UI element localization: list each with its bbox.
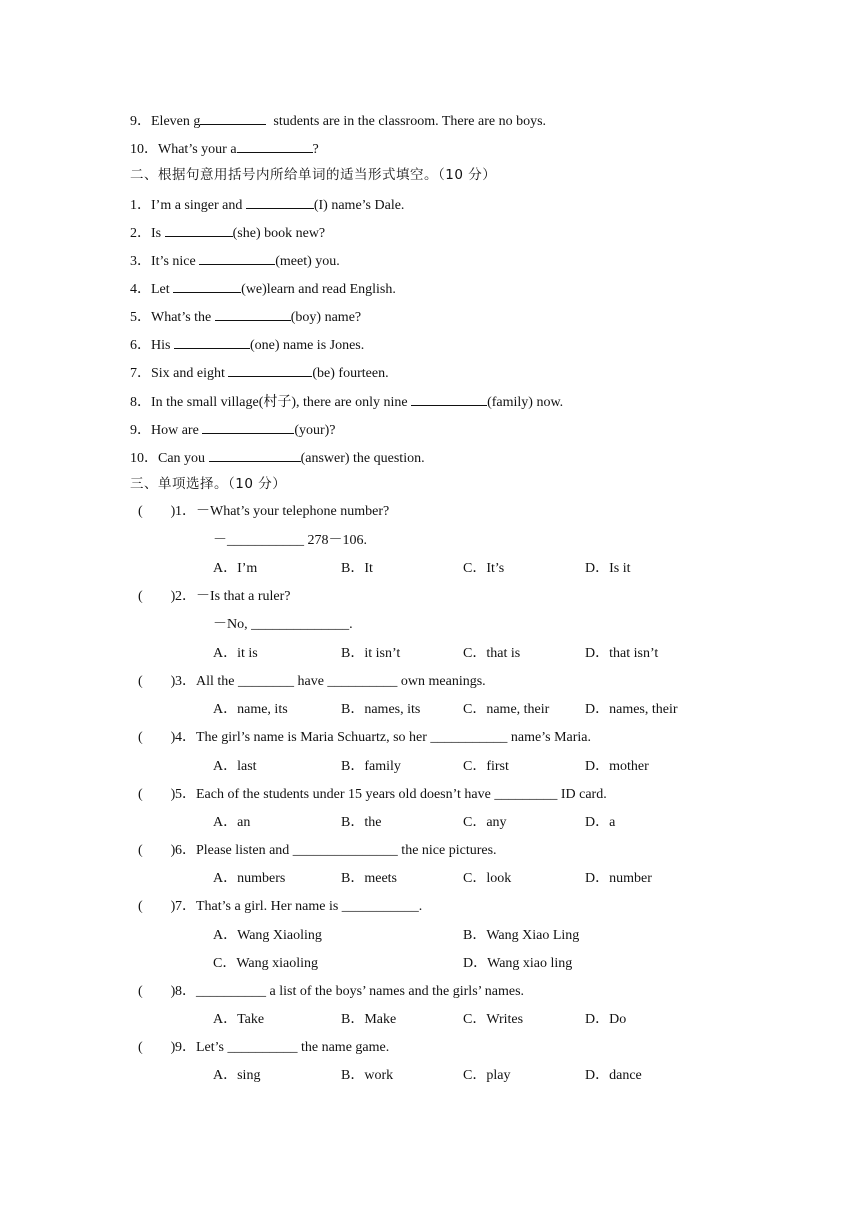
answer-blank [202,419,294,434]
answer-blank [237,138,313,153]
option-d: D．dance [585,1068,642,1083]
option-b: B．names, its [341,702,421,717]
section2-item-5: 5．What’s the (boy) name? [130,306,361,327]
option-d: D．Wang xiao ling [463,956,573,971]
answer-blank [411,391,487,406]
option-c: C．any [463,815,507,830]
option-b: B．Wang Xiao Ling [463,928,580,943]
question-9: 9．Let’s __________ the name game. [175,1040,390,1055]
option-d: D．mother [585,759,649,774]
question-4: 4．The girl’s name is Maria Schuartz, so her ___________ name’s Maria. [175,730,592,745]
question-5: 5．Each of the students under 15 years old doesn’t have _________ ID card. [175,787,607,802]
answer-parentheses: ( ) [138,899,176,914]
question-8: 8．__________ a list of the boys’ names and the girls’ names. [175,984,525,999]
option-a: A．it is [213,646,258,661]
answer-blank [228,362,312,377]
answer-blank [215,306,291,321]
section2-item-7: 7．Six and eight (be) fourteen. [130,362,389,383]
option-b: B．it isn’t [341,646,401,661]
option-d: D．Do [585,1012,627,1027]
option-b: B．Make [341,1012,397,1027]
question-7: 7．That’s a girl. Her name is ___________. [175,899,423,914]
option-b: B．family [341,759,401,774]
option-a: A．name, its [213,702,288,717]
answer-blank [165,222,233,237]
option-c: C．It’s [463,561,505,576]
answer-blank [246,194,314,209]
option-b: B．It [341,561,373,576]
option-a: A．last [213,759,257,774]
answer-parentheses: ( ) [138,1040,176,1055]
option-d: D．a [585,815,616,830]
option-c: C．that is [463,646,521,661]
option-c: C．look [463,871,512,886]
option-a: A．Take [213,1012,265,1027]
option-a: A．Wang Xiaoling [213,928,322,943]
option-a: A．numbers [213,871,286,886]
section2-item-6: 6．His (one) name is Jones. [130,334,364,355]
answer-parentheses: ( ) [138,843,176,858]
section2-item-2: 2．Is (she) book new? [130,222,325,243]
option-b: B．the [341,815,382,830]
section2-item-4: 4．Let (we)learn and read English. [130,278,396,299]
question-1: 1．－What’s your telephone number? [175,504,390,519]
question-6: 6．Please listen and _______________ the nice pictures. [175,843,497,858]
answer-parentheses: ( ) [138,984,176,999]
answer-parentheses: ( ) [138,730,176,745]
option-b: B．meets [341,871,397,886]
answer-blank [173,278,241,293]
answer-parentheses: ( ) [138,504,176,519]
section2-item-8: 8．In the small village(村子), there are only nine (family) now. [130,391,563,412]
option-a: A．I’m [213,561,258,576]
option-a: A．an [213,815,251,830]
answer-parentheses: ( ) [138,787,176,802]
answer-blank [200,110,266,125]
option-c: C．Wang xiaoling [213,956,319,971]
question-2-line-2: －No, ______________. [213,617,353,632]
section2-item-10: 10．Can you (answer) the question. [130,447,425,468]
section3-heading: 三、单项选择。（10 分） [130,476,287,492]
part1-item-10: 10．What’s your a ? [130,138,319,159]
option-d: D．Is it [585,561,631,576]
option-d: D．that isn’t [585,646,659,661]
section2-heading: 二、根据句意用括号内所给单词的适当形式填空。（10 分） [130,167,497,183]
part1-item-9: 9．Eleven g students are in the classroom. There are no boys. [130,110,546,131]
question-3: 3．All the ________ have __________ own meanings. [175,674,486,689]
option-d: D．names, their [585,702,678,717]
answer-blank [174,334,250,349]
option-d: D．number [585,871,652,886]
option-c: C．first [463,759,509,774]
section2-item-3: 3．It’s nice (meet) you. [130,250,340,271]
answer-blank [199,250,275,265]
answer-parentheses: ( ) [138,589,176,604]
option-a: A．sing [213,1068,261,1083]
question-2: 2．－Is that a ruler? [175,589,291,604]
answer-blank [209,447,301,462]
option-c: C．Writes [463,1012,524,1027]
question-1-line-2: －___________ 278－106. [213,533,367,548]
option-b: B．work [341,1068,394,1083]
option-c: C．name, their [463,702,550,717]
answer-parentheses: ( ) [138,674,176,689]
option-c: C．play [463,1068,511,1083]
section2-item-9: 9．How are (your)? [130,419,336,440]
section2-item-1: 1．I’m a singer and (I) name’s Dale. [130,194,404,215]
